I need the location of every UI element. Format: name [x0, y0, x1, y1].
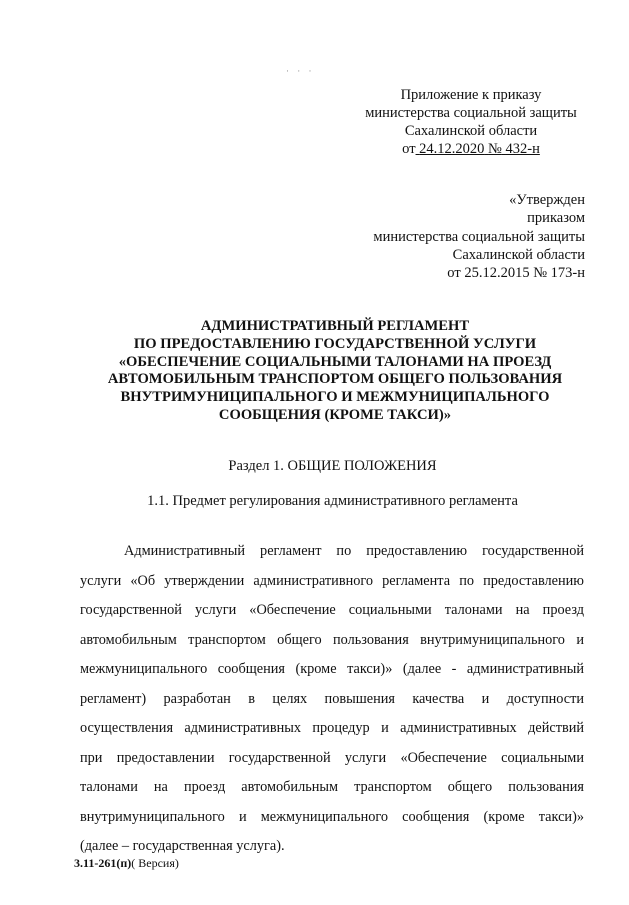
document-code: 3.11-261(п): [74, 856, 132, 870]
appendix-line: министерства социальной защиты: [365, 105, 577, 121]
appendix-order-ref: [356, 140, 586, 158]
title-line: ВНУТРИМУНИЦИПАЛЬНОГО И МЕЖМУНИЦИПАЛЬНОГО: [120, 389, 550, 406]
paragraph-line: (далее – государственная услуга).: [80, 838, 285, 854]
approved-block: [373, 191, 585, 282]
title-line: АДМИНИСТРАТИВНЫЙ РЕГЛАМЕНТ: [200, 318, 470, 334]
order-number: 432-н: [505, 141, 540, 157]
approved-line: приказом: [527, 210, 585, 227]
number-sign: №: [488, 141, 502, 157]
title-line: СООБЩЕНИЯ (КРОМЕ ТАКСИ)»: [218, 406, 452, 423]
appendix-line: Сахалинской области: [404, 123, 538, 139]
paragraph-line: внутримуниципального и межмуниципального сообщения (кроме такси)»: [80, 808, 584, 825]
scan-artifact: · · ·: [286, 66, 315, 76]
document-footer: [74, 856, 179, 871]
version-label: ( Версия): [131, 856, 179, 870]
title-line: «ОБЕСПЕЧЕНИЕ СОЦИАЛЬНЫМИ ТАЛОНАМИ НА ПРОЕЗД: [118, 353, 552, 370]
title-line: ПО ПРЕДОСТАВЛЕНИЮ ГОСУДАРСТВЕННОЙ УСЛУГИ: [133, 335, 537, 352]
approved-line: «Утвержден: [509, 192, 585, 208]
subsection-heading: 1.1. Предмет регулирования административного регламента: [147, 493, 518, 509]
paragraph-line: автомобильным транспортом общего пользования внутримуниципального и: [80, 631, 584, 648]
approved-line: министерства социальной защиты: [373, 228, 585, 245]
paragraph-line: услуги «Об утверждении административного регламента по предоставлению: [80, 572, 584, 589]
appendix-header: [356, 86, 586, 158]
paragraph-line: при предоставлении государственной услуги «Обеспечение социальными: [80, 749, 584, 766]
paragraph-line: регламент) разработан в целях повышения качества и доступности: [80, 690, 584, 707]
paragraph-line: государственной услуги «Обеспечение социальными талонами на проезд: [80, 602, 584, 618]
paragraph-line: осуществления административных процедур и административных действий: [80, 720, 584, 736]
document-title: [80, 318, 590, 425]
section-heading: Раздел 1. ОБЩИЕ ПОЛОЖЕНИЯ: [228, 458, 437, 474]
approved-line: Сахалинской области: [452, 246, 585, 263]
paragraph-line: Административный регламент по предоставлению государственной: [124, 543, 584, 559]
appendix-line: Приложение к приказу: [400, 87, 542, 103]
date-prefix: от: [402, 141, 416, 157]
order-date: 24.12.2020: [419, 141, 485, 157]
paragraph-line: талонами на проезд автомобильным транспортом общего пользования: [80, 779, 584, 795]
body-paragraph: [80, 537, 584, 862]
approved-line: от 25.12.2015 № 173-н: [447, 265, 585, 282]
title-line: АВТОМОБИЛЬНЫМ ТРАНСПОРТОМ ОБЩЕГО ПОЛЬЗОВАНИЯ: [107, 371, 563, 388]
paragraph-line: межмуниципального сообщения (кроме такси)» (далее - административный: [80, 661, 584, 677]
